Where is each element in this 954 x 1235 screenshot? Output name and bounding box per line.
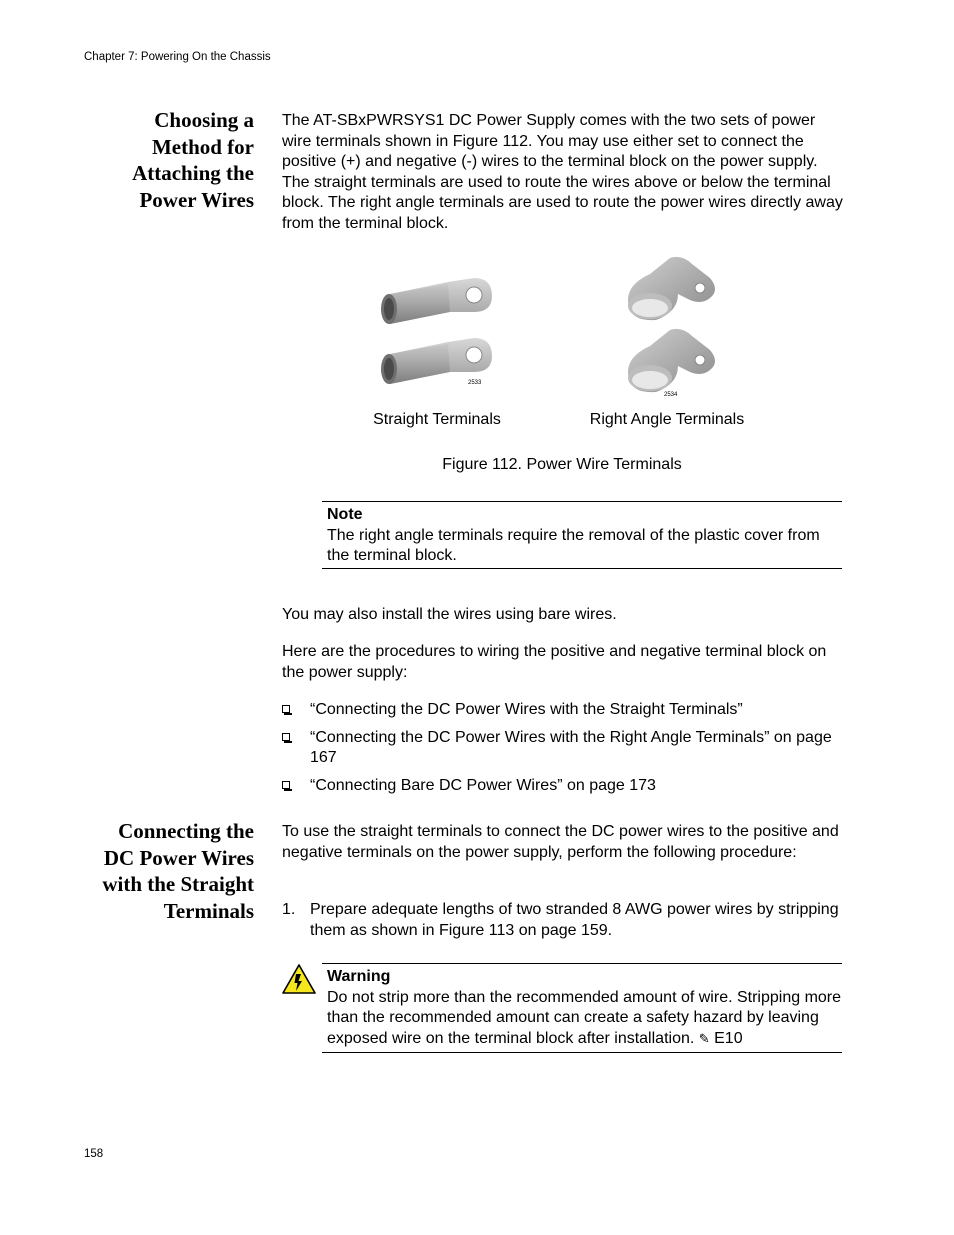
heading-line: Connecting the [118, 819, 254, 843]
checkbox-bullet-icon [282, 733, 290, 741]
warning-title: Warning [327, 968, 391, 985]
section2-intro: To use the straight terminals to connect the DC power wires to the positive and negative terminals on the power supply, perform the following procedure: [282, 823, 839, 861]
warning-body [327, 988, 842, 1050]
electrical-hazard-warning-icon [282, 964, 316, 994]
bare-wires-paragraph: You may also install the wires using bare wires. [282, 606, 617, 623]
section-heading-choosing-method [64, 107, 254, 213]
straight-terminals-label: Straight Terminals [373, 411, 501, 428]
page-number: 158 [84, 1148, 104, 1160]
list-item[interactable] [282, 700, 842, 721]
straight-terminals-image [376, 278, 496, 398]
list-item[interactable] [282, 728, 842, 769]
list-item[interactable] [282, 776, 842, 797]
heading-line: Terminals [163, 898, 254, 923]
heading-line: Method for [151, 134, 254, 159]
heading-line: Attaching the [132, 161, 254, 185]
note-box [322, 501, 842, 569]
running-header: Chapter 7: Powering On the Chassis [84, 51, 271, 63]
note-text: The right angle terminals require the removal of the plastic cover from the terminal block. [327, 526, 820, 564]
heading-line: with the Straight [102, 872, 254, 896]
checkbox-bullet-icon [282, 781, 290, 789]
procedures-paragraph: Here are the procedures to wiring the positive and negative terminal block on the power supply: [282, 643, 827, 681]
heading-line: DC Power Wires [103, 845, 254, 870]
figure-power-wire-terminals [282, 252, 842, 482]
warning-box [322, 963, 842, 1053]
heading-line: Power Wires [139, 187, 254, 212]
step-text: Prepare adequate lengths of two stranded 8 AWG power wires by stripping them as shown in Figure 113 on page 159. [310, 901, 839, 939]
step-list [282, 900, 842, 941]
document-reference-icon: ✎ [698, 1030, 710, 1046]
procedure-list [282, 700, 842, 803]
warning-text: Do not strip more than the recommended amount of wire. Stripping more than the recommended amount can create a safety hazard by leaving exposed wire on the terminal block after installation. [327, 988, 842, 1047]
heading-line: Choosing a [154, 108, 254, 132]
right-angle-terminals-label: Right Angle Terminals [589, 411, 745, 428]
intro-paragraph: The AT-SBxPWRSYS1 DC Power Supply comes with the two sets of power wire terminals shown in Figure 112. You may use either set to connect the positive (+) and negative (-) wires to the terminal block on the power supply. The straight terminals are used to route the wires above or below the terminal block. The right angle terminals are used to route the power wires directly away from the terminal block. [282, 112, 843, 232]
procedure-link[interactable]: “Connecting the DC Power Wires with the Right Angle Terminals” on page 167 [310, 728, 832, 766]
checkbox-bullet-icon [282, 705, 290, 713]
figure-caption: Figure 112. Power Wire Terminals [442, 456, 682, 473]
warning-code: E10 [714, 1029, 743, 1047]
figure-id-2533: 2533 [468, 380, 482, 386]
procedure-link[interactable]: “Connecting Bare DC Power Wires” on page 173 [310, 776, 656, 794]
step-number: 1. [282, 901, 296, 918]
procedure-link[interactable]: “Connecting the DC Power Wires with the Straight Terminals” [310, 701, 743, 718]
note-title: Note [327, 506, 363, 523]
figure-id-2534: 2534 [664, 392, 678, 398]
right-angle-terminals-image [620, 256, 730, 400]
step-item [282, 900, 842, 941]
section-heading-straight-terminals [64, 818, 254, 924]
